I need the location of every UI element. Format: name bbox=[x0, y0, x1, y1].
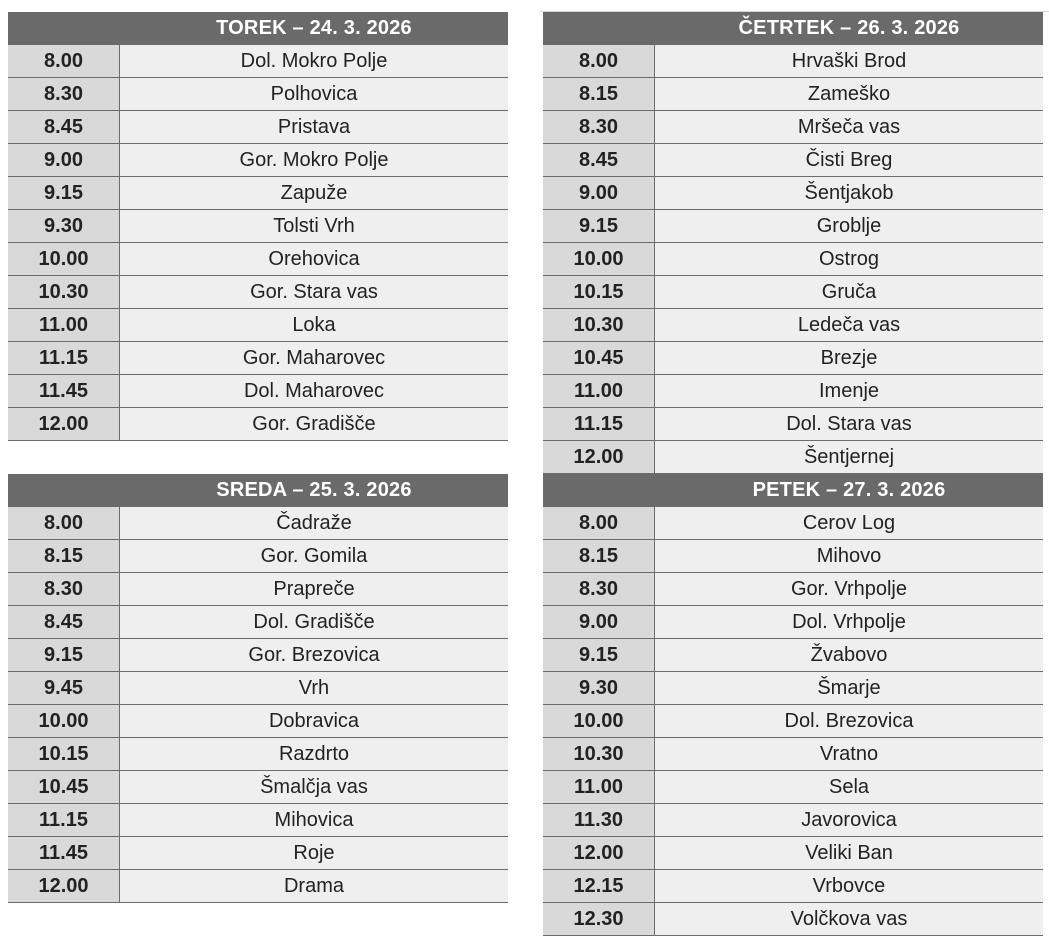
place-cell: Cerov Log bbox=[655, 507, 1043, 539]
time-cell: 8.30 bbox=[8, 573, 120, 605]
place-cell: Javorovica bbox=[655, 804, 1043, 836]
time-cell: 12.00 bbox=[8, 408, 120, 440]
day-header bbox=[8, 474, 508, 507]
day-title: PETEK – 27. 3. 2026 bbox=[752, 479, 946, 501]
time-cell: 12.00 bbox=[543, 837, 655, 869]
table-row bbox=[543, 870, 1043, 903]
day-title: ČETRTEK – 26. 3. 2026 bbox=[738, 17, 960, 39]
place-cell: Dol. Stara vas bbox=[655, 408, 1043, 440]
table-row bbox=[543, 771, 1043, 804]
time-cell: 9.15 bbox=[543, 210, 655, 242]
place-cell: Gor. Brezovica bbox=[120, 639, 508, 671]
header-spacer bbox=[543, 474, 655, 507]
time-cell: 10.00 bbox=[8, 243, 120, 275]
table-row bbox=[8, 276, 508, 309]
table-row bbox=[8, 342, 508, 375]
place-cell: Gruča bbox=[655, 276, 1043, 308]
table-row bbox=[8, 309, 508, 342]
place-cell: Sela bbox=[655, 771, 1043, 803]
table-row bbox=[8, 210, 508, 243]
table-row bbox=[543, 672, 1043, 705]
time-cell: 9.30 bbox=[8, 210, 120, 242]
place-cell: Volčkova vas bbox=[655, 903, 1043, 935]
time-cell: 8.00 bbox=[543, 507, 655, 539]
table-row bbox=[543, 738, 1043, 771]
place-cell: Dobravica bbox=[120, 705, 508, 737]
time-cell: 11.45 bbox=[8, 837, 120, 869]
table-row bbox=[543, 375, 1043, 408]
time-cell: 12.15 bbox=[543, 870, 655, 902]
table-row bbox=[543, 837, 1043, 870]
place-cell: Žvabovo bbox=[655, 639, 1043, 671]
place-cell: Groblje bbox=[655, 210, 1043, 242]
time-cell: 11.00 bbox=[543, 771, 655, 803]
time-cell: 12.00 bbox=[8, 870, 120, 902]
place-cell: Ostrog bbox=[655, 243, 1043, 275]
time-cell: 10.30 bbox=[8, 276, 120, 308]
place-cell: Čisti Breg bbox=[655, 144, 1043, 176]
time-cell: 8.30 bbox=[543, 573, 655, 605]
table-row bbox=[8, 870, 508, 903]
table-row bbox=[8, 375, 508, 408]
table-row bbox=[543, 705, 1043, 738]
table-row bbox=[8, 606, 508, 639]
time-cell: 8.15 bbox=[8, 540, 120, 572]
time-cell: 8.45 bbox=[8, 606, 120, 638]
table-row bbox=[8, 738, 508, 771]
time-cell: 12.30 bbox=[543, 903, 655, 935]
table-row bbox=[543, 111, 1043, 144]
time-cell: 12.00 bbox=[543, 441, 655, 473]
place-cell: Gor. Vrhpolje bbox=[655, 573, 1043, 605]
place-cell: Dol. Maharovec bbox=[120, 375, 508, 407]
time-cell: 8.15 bbox=[543, 540, 655, 572]
table-row bbox=[543, 507, 1043, 540]
table-row bbox=[8, 639, 508, 672]
time-cell: 8.15 bbox=[543, 78, 655, 110]
table-row bbox=[8, 804, 508, 837]
table-row bbox=[543, 276, 1043, 309]
schedule-petek bbox=[543, 474, 1043, 936]
place-cell: Šentjakob bbox=[655, 177, 1043, 209]
place-cell: Vrh bbox=[120, 672, 508, 704]
place-cell: Gor. Maharovec bbox=[120, 342, 508, 374]
time-cell: 10.15 bbox=[543, 276, 655, 308]
time-cell: 9.45 bbox=[8, 672, 120, 704]
table-row bbox=[543, 45, 1043, 78]
table-row bbox=[543, 903, 1043, 936]
table-row bbox=[8, 243, 508, 276]
place-cell: Zapuže bbox=[120, 177, 508, 209]
table-row bbox=[543, 210, 1043, 243]
schedule-torek bbox=[8, 12, 508, 441]
header-spacer bbox=[543, 12, 655, 45]
table-row bbox=[543, 144, 1043, 177]
place-cell: Gor. Gradišče bbox=[120, 408, 508, 440]
time-cell: 10.45 bbox=[8, 771, 120, 803]
time-cell: 8.00 bbox=[8, 507, 120, 539]
table-row bbox=[8, 408, 508, 441]
place-cell: Gor. Stara vas bbox=[120, 276, 508, 308]
day-header bbox=[543, 12, 1043, 45]
time-cell: 8.45 bbox=[543, 144, 655, 176]
place-cell: Polhovica bbox=[120, 78, 508, 110]
place-cell: Loka bbox=[120, 309, 508, 341]
time-cell: 10.45 bbox=[543, 342, 655, 374]
place-cell: Vrbovce bbox=[655, 870, 1043, 902]
time-cell: 10.00 bbox=[543, 243, 655, 275]
time-cell: 8.30 bbox=[8, 78, 120, 110]
table-row bbox=[543, 408, 1043, 441]
place-cell: Brezje bbox=[655, 342, 1043, 374]
place-cell: Mršeča vas bbox=[655, 111, 1043, 143]
header-spacer bbox=[8, 12, 120, 45]
time-cell: 8.00 bbox=[8, 45, 120, 77]
time-cell: 9.15 bbox=[8, 639, 120, 671]
table-row bbox=[8, 705, 508, 738]
place-cell: Dol. Mokro Polje bbox=[120, 45, 508, 77]
schedule-rows bbox=[543, 507, 1043, 936]
time-cell: 11.00 bbox=[8, 309, 120, 341]
schedule-rows bbox=[8, 507, 508, 903]
place-cell: Dol. Brezovica bbox=[655, 705, 1043, 737]
place-cell: Šentjernej bbox=[655, 441, 1043, 473]
place-cell: Mihovica bbox=[120, 804, 508, 836]
schedule-cetrtek bbox=[543, 12, 1043, 474]
table-row bbox=[543, 78, 1043, 111]
place-cell: Prapreče bbox=[120, 573, 508, 605]
time-cell: 10.30 bbox=[543, 309, 655, 341]
table-row bbox=[543, 243, 1043, 276]
place-cell: Mihovo bbox=[655, 540, 1043, 572]
time-cell: 9.15 bbox=[543, 639, 655, 671]
time-cell: 10.00 bbox=[8, 705, 120, 737]
header-spacer bbox=[8, 474, 120, 507]
place-cell: Tolsti Vrh bbox=[120, 210, 508, 242]
table-row bbox=[8, 45, 508, 78]
time-cell: 8.30 bbox=[543, 111, 655, 143]
table-row bbox=[8, 78, 508, 111]
table-row bbox=[8, 837, 508, 870]
place-cell: Imenje bbox=[655, 375, 1043, 407]
place-cell: Šmarje bbox=[655, 672, 1043, 704]
time-cell: 11.30 bbox=[543, 804, 655, 836]
place-cell: Zameško bbox=[655, 78, 1043, 110]
table-row bbox=[8, 672, 508, 705]
time-cell: 9.00 bbox=[8, 144, 120, 176]
place-cell: Veliki Ban bbox=[655, 837, 1043, 869]
place-cell: Ledeča vas bbox=[655, 309, 1043, 341]
time-cell: 11.45 bbox=[8, 375, 120, 407]
table-row bbox=[543, 804, 1043, 837]
table-row bbox=[543, 573, 1043, 606]
schedule-rows bbox=[8, 45, 508, 441]
place-cell: Čadraže bbox=[120, 507, 508, 539]
place-cell: Razdrto bbox=[120, 738, 508, 770]
day-title: SREDA – 25. 3. 2026 bbox=[216, 479, 412, 501]
time-cell: 8.00 bbox=[543, 45, 655, 77]
place-cell: Gor. Mokro Polje bbox=[120, 144, 508, 176]
table-row bbox=[8, 771, 508, 804]
table-row bbox=[543, 639, 1043, 672]
time-cell: 11.15 bbox=[8, 342, 120, 374]
time-cell: 9.00 bbox=[543, 606, 655, 638]
place-cell: Hrvaški Brod bbox=[655, 45, 1043, 77]
table-row bbox=[8, 540, 508, 573]
table-row bbox=[543, 606, 1043, 639]
time-cell: 11.15 bbox=[8, 804, 120, 836]
table-row bbox=[8, 111, 508, 144]
table-row bbox=[543, 177, 1043, 210]
table-row bbox=[543, 441, 1043, 474]
time-cell: 10.15 bbox=[8, 738, 120, 770]
day-header bbox=[543, 474, 1043, 507]
time-cell: 8.45 bbox=[8, 111, 120, 143]
day-header bbox=[8, 12, 508, 45]
time-cell: 11.15 bbox=[543, 408, 655, 440]
table-row bbox=[8, 144, 508, 177]
table-row bbox=[543, 342, 1043, 375]
time-cell: 9.30 bbox=[543, 672, 655, 704]
time-cell: 9.00 bbox=[543, 177, 655, 209]
place-cell: Orehovica bbox=[120, 243, 508, 275]
table-row bbox=[8, 573, 508, 606]
time-cell: 11.00 bbox=[543, 375, 655, 407]
time-cell: 10.00 bbox=[543, 705, 655, 737]
place-cell: Gor. Gomila bbox=[120, 540, 508, 572]
table-row bbox=[8, 507, 508, 540]
day-title: TOREK – 24. 3. 2026 bbox=[216, 17, 412, 39]
table-row bbox=[8, 177, 508, 210]
place-cell: Dol. Vrhpolje bbox=[655, 606, 1043, 638]
place-cell: Drama bbox=[120, 870, 508, 902]
place-cell: Roje bbox=[120, 837, 508, 869]
place-cell: Pristava bbox=[120, 111, 508, 143]
place-cell: Vratno bbox=[655, 738, 1043, 770]
schedule-rows bbox=[543, 45, 1043, 474]
time-cell: 10.30 bbox=[543, 738, 655, 770]
time-cell: 9.15 bbox=[8, 177, 120, 209]
table-row bbox=[543, 540, 1043, 573]
table-row bbox=[543, 309, 1043, 342]
place-cell: Šmalčja vas bbox=[120, 771, 508, 803]
place-cell: Dol. Gradišče bbox=[120, 606, 508, 638]
schedule-sreda bbox=[8, 474, 508, 903]
